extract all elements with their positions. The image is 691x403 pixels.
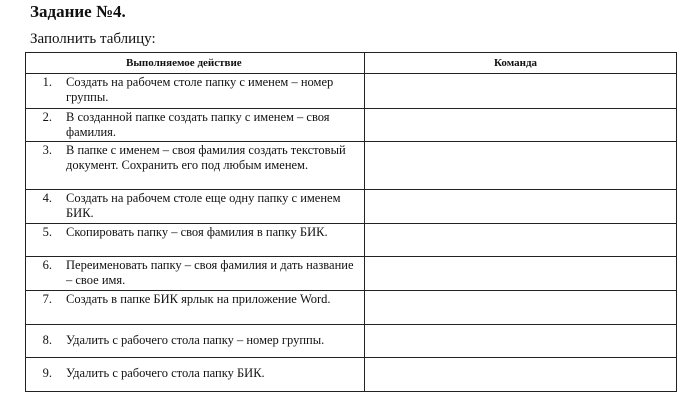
table-row	[26, 142, 677, 190]
row-number: 9.	[42, 366, 52, 380]
action-text: В созданной папке создать папку с именем – своя фамилия.	[66, 110, 330, 139]
header-command: Команда	[365, 53, 677, 74]
task-title: Задание №4.	[30, 2, 126, 21]
command-cell[interactable]	[365, 257, 677, 291]
task-instruction: Заполнить таблицу:	[30, 31, 156, 47]
action-cell	[26, 257, 365, 291]
table-row	[26, 257, 677, 291]
table-row	[26, 190, 677, 224]
table-row	[26, 224, 677, 257]
command-cell[interactable]	[365, 291, 677, 325]
action-cell	[26, 142, 365, 190]
action-cell	[26, 109, 365, 142]
header-action: Выполняемое действие	[26, 53, 365, 74]
command-cell[interactable]	[365, 142, 677, 190]
table-header-row	[26, 53, 677, 74]
action-cell	[26, 74, 365, 109]
action-cell	[26, 325, 365, 358]
table-row	[26, 109, 677, 142]
action-text: Удалить с рабочего стола папку БИК.	[66, 366, 265, 380]
row-number: 3.	[42, 143, 52, 157]
row-number: 2.	[42, 110, 52, 124]
action-text: Создать на рабочем столе еще одну папку с именем БИК.	[66, 191, 341, 220]
action-text: Создать на рабочем столе папку с именем – номер группы.	[66, 75, 334, 104]
action-text: В папке с именем – своя фамилия создать текстовый документ. Сохранить его под любым именем.	[66, 143, 346, 172]
table-row	[26, 358, 677, 392]
action-text: Переименовать папку – своя фамилия и дать название – свое имя.	[66, 258, 354, 287]
row-number: 5.	[42, 225, 52, 239]
row-number: 6.	[42, 258, 52, 272]
action-text: Удалить с рабочего стола папку – номер группы.	[66, 333, 325, 347]
row-number: 8.	[42, 333, 52, 347]
action-cell	[26, 358, 365, 392]
command-cell[interactable]	[365, 224, 677, 257]
action-text: Создать в папке БИК ярлык на приложение Word.	[66, 292, 331, 306]
action-cell	[26, 291, 365, 325]
command-cell[interactable]	[365, 109, 677, 142]
row-number: 7.	[42, 292, 52, 306]
row-number: 4.	[42, 191, 52, 205]
command-cell[interactable]	[365, 358, 677, 392]
table-row	[26, 291, 677, 325]
command-cell[interactable]	[365, 74, 677, 109]
row-number: 1.	[42, 75, 52, 89]
task-table	[25, 52, 677, 392]
table-row	[26, 74, 677, 109]
command-cell[interactable]	[365, 190, 677, 224]
action-cell	[26, 190, 365, 224]
command-cell[interactable]	[365, 325, 677, 358]
table-row	[26, 325, 677, 358]
action-text: Скопировать папку – своя фамилия в папку БИК.	[66, 225, 328, 239]
action-cell	[26, 224, 365, 257]
